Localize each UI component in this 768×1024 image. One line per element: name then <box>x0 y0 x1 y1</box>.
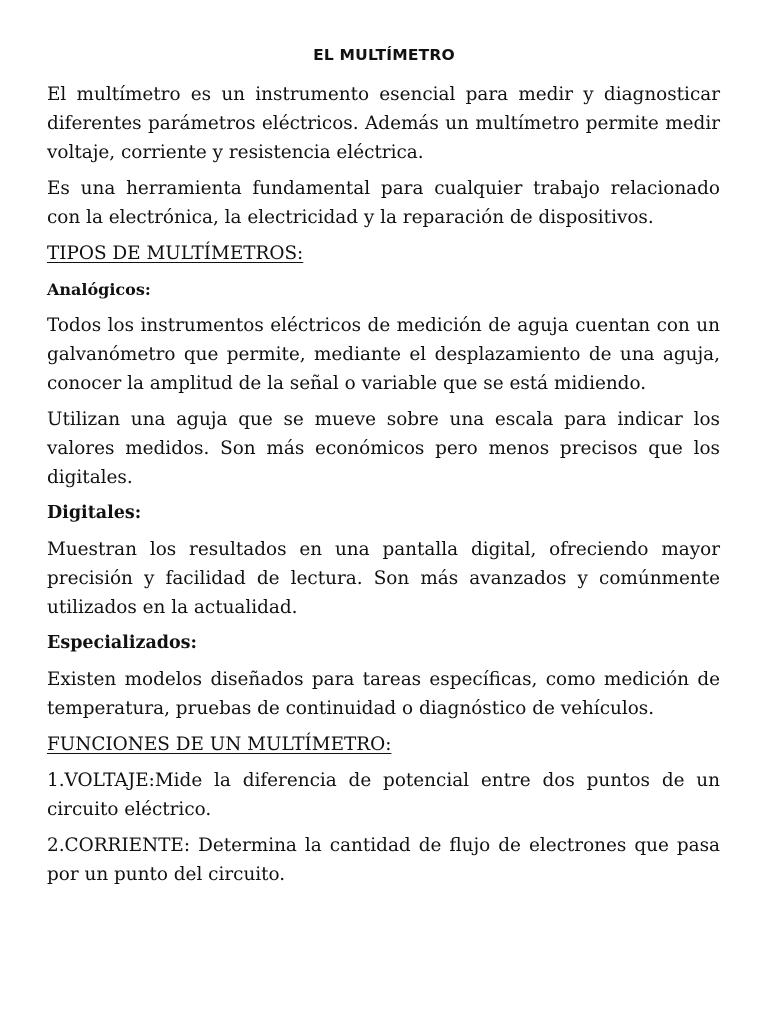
digital-paragraph: Muestran los resultados en una pantalla digital, ofreciendo mayor precisión y facilidad de lectura. Son más avanzados y comúnmente utilizados en la actualidad. <box>47 539 720 618</box>
document-body <box>47 80 720 896</box>
specialized-paragraph: Existen modelos diseñados para tareas específicas, como medición de temperatura, pruebas de continuidad o diagnóstico de vehículos. <box>47 669 720 719</box>
types-heading: TIPOS DE MULTÍMETROS: <box>47 243 304 264</box>
function-item-current: 2.CORRIENTE: Determina la cantidad de flujo de electrones que pasa por un punto del circuito. <box>47 835 720 885</box>
document-title: EL MULTÍMETRO <box>313 46 455 64</box>
functions-heading: FUNCIONES DE UN MULTÍMETRO: <box>47 734 392 755</box>
analog-paragraph-2: Utilizan una aguja que se mueve sobre una escala para indicar los valores medidos. Son más económicos pero menos precisos que los digitales. <box>47 409 720 488</box>
function-item-voltage: 1.VOLTAJE:Mide la diferencia de potencial entre dos puntos de un circuito eléctrico. <box>47 770 720 820</box>
analog-paragraph-1: Todos los instrumentos eléctricos de medición de aguja cuentan con un galvanómetro que permite, mediante el desplazamiento de una aguja, conocer la amplitud de la señal o variable que se está midiendo. <box>47 315 720 394</box>
digital-heading: Digitales: <box>47 503 142 523</box>
intro-paragraph-1: El multímetro es un instrumento esencial para medir y diagnosticar diferentes parámetros eléctricos. Además un multímetro permite medir voltaje, corriente y resistencia eléctrica. <box>47 84 720 163</box>
specialized-heading: Especializados: <box>47 633 197 653</box>
intro-paragraph-2: Es una herramienta fundamental para cualquier trabajo relacionado con la electrónica, la electricidad y la reparación de dispositivos. <box>47 178 720 228</box>
analog-heading: Analógicos: <box>47 280 151 299</box>
